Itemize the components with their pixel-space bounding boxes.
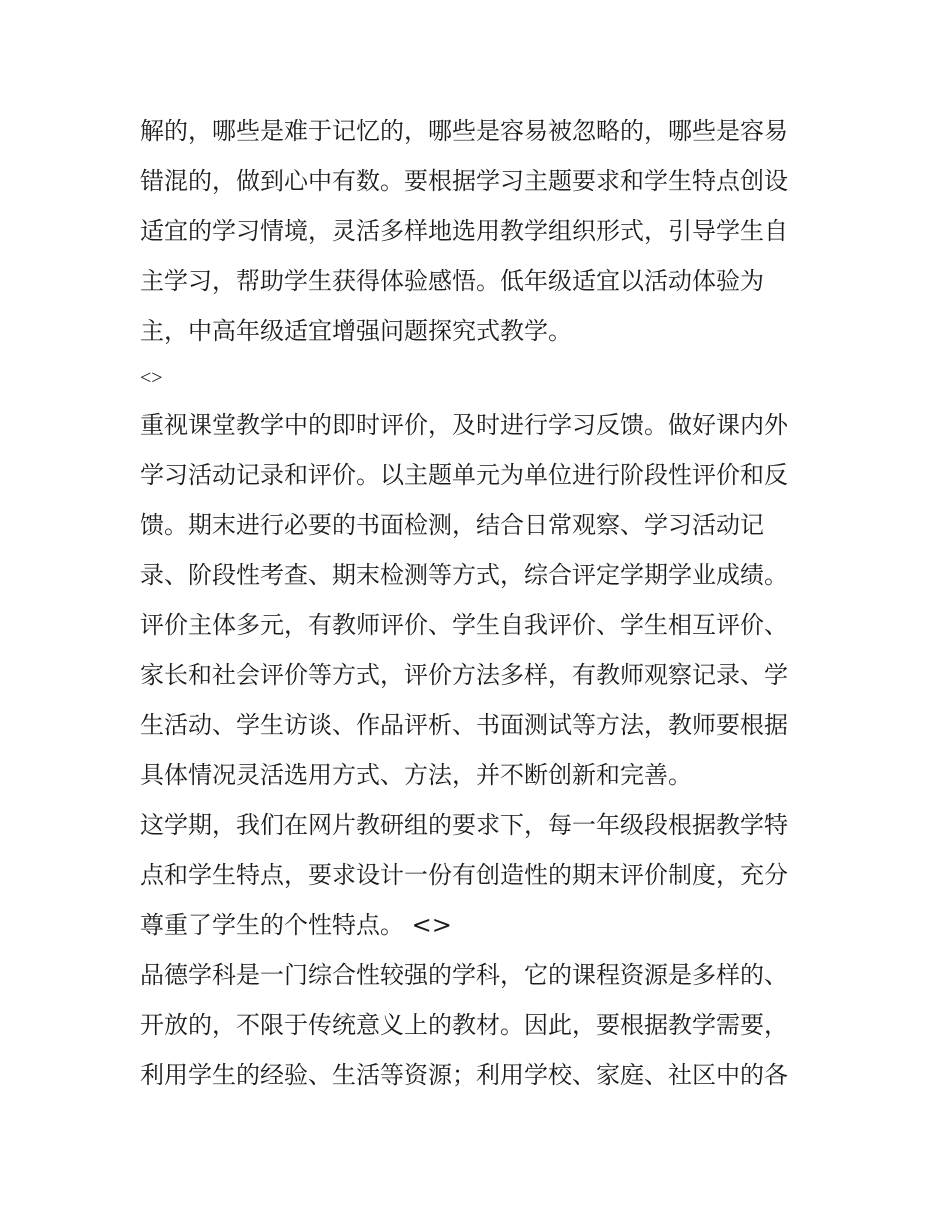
text-line: 错混的，做到心中有数。要根据学习主题要求和学生特点创设 [140, 167, 788, 195]
text-line: 适宜的学习情境，灵活多样地选用教学组织形式，引导学生自 [140, 217, 788, 245]
text-line: 点和学生特点，要求设计一份有创造性的期末评价制度，充分 [140, 861, 788, 889]
text-line: 评价主体多元，有教师评价、学生自我评价、学生相互评价、 [140, 611, 788, 639]
text-line: 具体情况灵活选用方式、方法，并不断创新和完善。 [140, 761, 692, 789]
text-line: 录、阶段性考查、期末检测等方式，综合评定学期学业成绩。 [140, 561, 788, 589]
paragraph-3 [140, 800, 820, 950]
text-line: 重视课堂教学中的即时评价，及时进行学习反馈。做好课内外 [140, 411, 788, 439]
text-line: 开放的，不限于传统意义上的教材。因此，要根据教学需要， [140, 1011, 788, 1039]
text-line: 学习活动记录和评价。以主题单元为单位进行阶段性评价和反 [140, 461, 788, 489]
text-line: 馈。期末进行必要的书面检测，结合日常观察、学习活动记 [140, 511, 764, 539]
text-line: 尊重了学生的个性特点。 <> [140, 911, 452, 939]
text-line: 主，中高年级适宜增强问题探究式教学。 [140, 317, 572, 345]
paragraph-1 [140, 106, 820, 356]
text-line: 这学期，我们在网片教研组的要求下，每一年级段根据教学特 [140, 811, 788, 839]
section-marker: <> [140, 367, 163, 389]
text-line: 主学习，帮助学生获得体验感悟。低年级适宜以活动体验为 [140, 267, 764, 295]
text-line: 利用学生的经验、生活等资源；利用学校、家庭、社区中的各 [140, 1061, 788, 1089]
paragraph-2 [140, 400, 820, 800]
text-line: 解的，哪些是难于记忆的，哪些是容易被忽略的，哪些是容易 [140, 117, 788, 145]
document-body [140, 106, 820, 1100]
text-line: 生活动、学生访谈、作品评析、书面测试等方法，教师要根据 [140, 711, 788, 739]
text-line: 品德学科是一门综合性较强的学科，它的课程资源是多样的、 [140, 961, 788, 989]
paragraph-4 [140, 950, 820, 1100]
text-line: 家长和社会评价等方式，评价方法多样，有教师观察记录、学 [140, 661, 788, 689]
